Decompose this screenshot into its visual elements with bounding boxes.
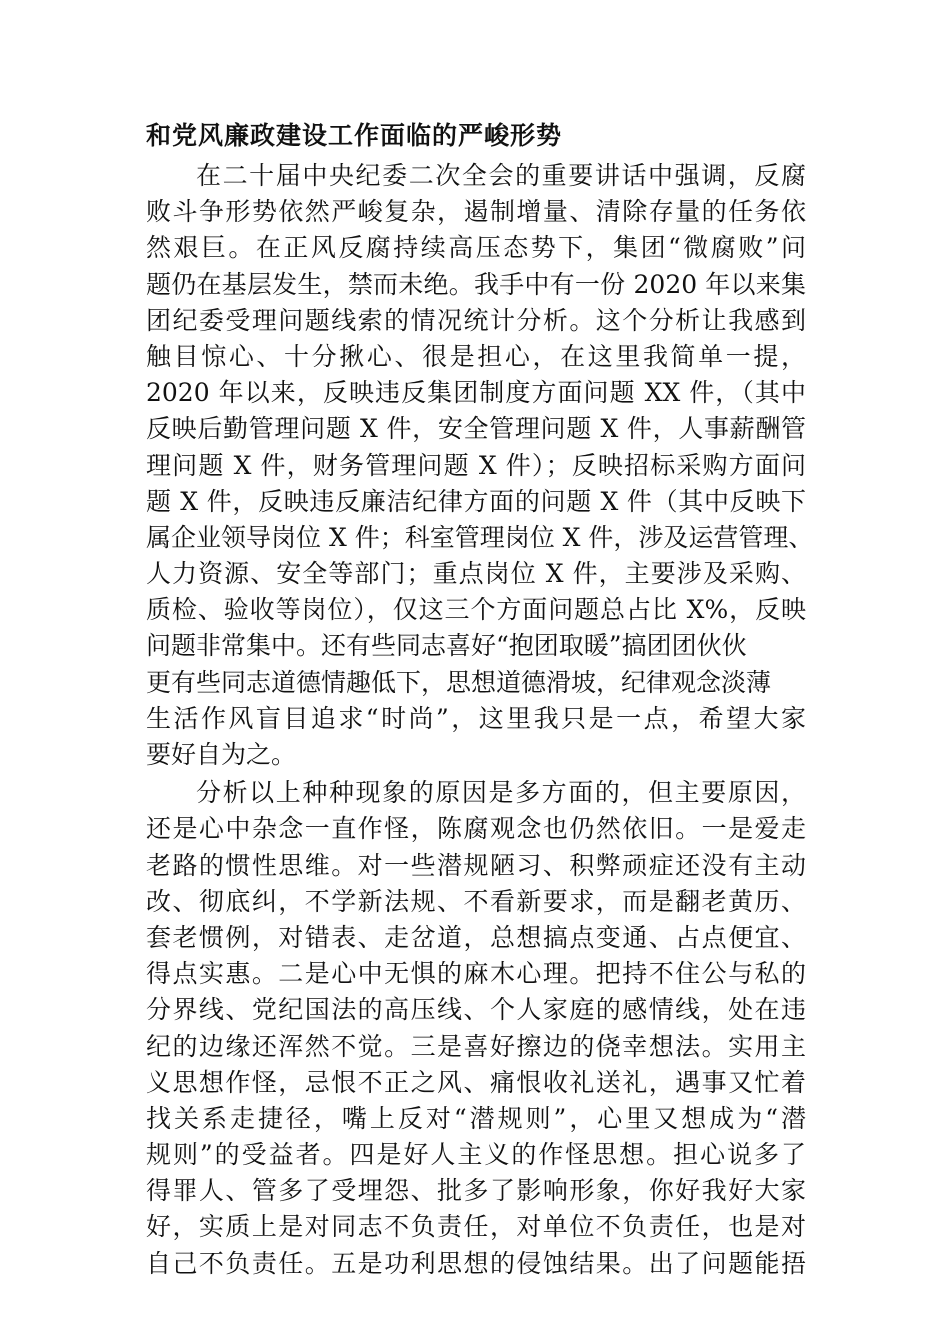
paragraph-2 — [146, 775, 806, 1282]
text-line: 质检、验收等岗位），仅这三个方面问题总占比 X%，反映 — [146, 595, 806, 625]
text-line: 套老惯例，对错表、走岔道，总想搞点变通、占点便宜、 — [146, 922, 806, 952]
text-line: 自己不负责任。五是功利思想的侵蚀结果。出了问题能捂 — [146, 1248, 806, 1278]
section-heading: 和党风廉政建设工作面临的严峻形势 — [146, 121, 563, 150]
text-line: 理问题 X 件，财务管理问题 X 件）；反映招标采购方面问 — [146, 450, 806, 480]
text-line: 团纪委受理问题线索的情况统计分析。这个分析让我感到 — [146, 305, 806, 335]
text-line: 规则”的受益者。四是好人主义的作怪思想。担心说多了 — [146, 1140, 806, 1170]
paragraph-1 — [146, 158, 814, 773]
document-body — [146, 118, 814, 1284]
text-line: 更有些同志道德情趣低下，思想道德滑坡，纪律观念淡薄 — [146, 667, 772, 697]
text-line: 分析以上种种现象的原因是多方面的，但主要原因， — [196, 778, 806, 808]
text-line: 老路的惯性思维。对一些潜规陋习、积弊顽症还没有主动 — [146, 850, 806, 880]
text-line: 属企业领导岗位 X 件；科室管理岗位 X 件，涉及运营管理、 — [146, 522, 814, 552]
text-line: 纪的边缘还浑然不觉。三是喜好擦边的侥幸想法。实用主 — [146, 1031, 806, 1061]
text-line: 反映后勤管理问题 X 件，安全管理问题 X 件，人事薪酬管 — [146, 414, 806, 444]
text-line: 义思想作怪，忌恨不正之风、痛恨收礼送礼，遇事又忙着 — [146, 1067, 806, 1097]
text-line: 分界线、党纪国法的高压线、个人家庭的感情线，处在违 — [146, 995, 806, 1025]
text-line: 题仍在基层发生，禁而未绝。我手中有一份 2020 年以来集 — [146, 269, 806, 299]
text-line: 在二十届中央纪委二次全会的重要讲话中强调，反腐 — [196, 161, 806, 190]
text-line: 改、彻底纠，不学新法规、不看新要求，而是翻老黄历、 — [146, 886, 806, 916]
text-line: 人力资源、安全等部门；重点岗位 X 件，主要涉及采购、 — [146, 559, 806, 589]
text-line: 触目惊心、十分揪心、很是担心，在这里我简单一提， — [146, 341, 806, 371]
text-line: 要好自为之。 — [146, 740, 297, 769]
text-line: 然艰巨。在正风反腐持续高压态势下，集团“微腐败”问 — [146, 233, 806, 263]
text-line: 问题非常集中。还有些同志喜好“抱团取暖”搞团团伙伙 — [146, 631, 747, 661]
text-line: 生活作风盲目追求“时尚”，这里我只是一点，希望大家 — [146, 703, 806, 733]
text-line: 还是心中杂念一直作怪，陈腐观念也仍然依旧。一是爱走 — [146, 814, 806, 844]
text-line: 好，实质上是对同志不负责任，对单位不负责任，也是对 — [146, 1212, 806, 1242]
text-line: 败斗争形势依然严峻复杂，遏制增量、清除存量的任务依 — [146, 197, 806, 227]
text-line: 题 X 件，反映违反廉洁纪律方面的问题 X 件（其中反映下 — [146, 486, 806, 516]
text-line: 找关系走捷径，嘴上反对“潜规则”，心里又想成为“潜 — [146, 1103, 806, 1133]
text-line: 2020 年以来，反映违反集团制度方面问题 XX 件，（其中 — [146, 378, 806, 408]
text-line: 得点实惠。二是心中无惧的麻木心理。把持不住公与私的 — [146, 959, 806, 989]
text-line: 得罪人、管多了受埋怨、批多了影响形象，你好我好大家 — [146, 1176, 806, 1206]
